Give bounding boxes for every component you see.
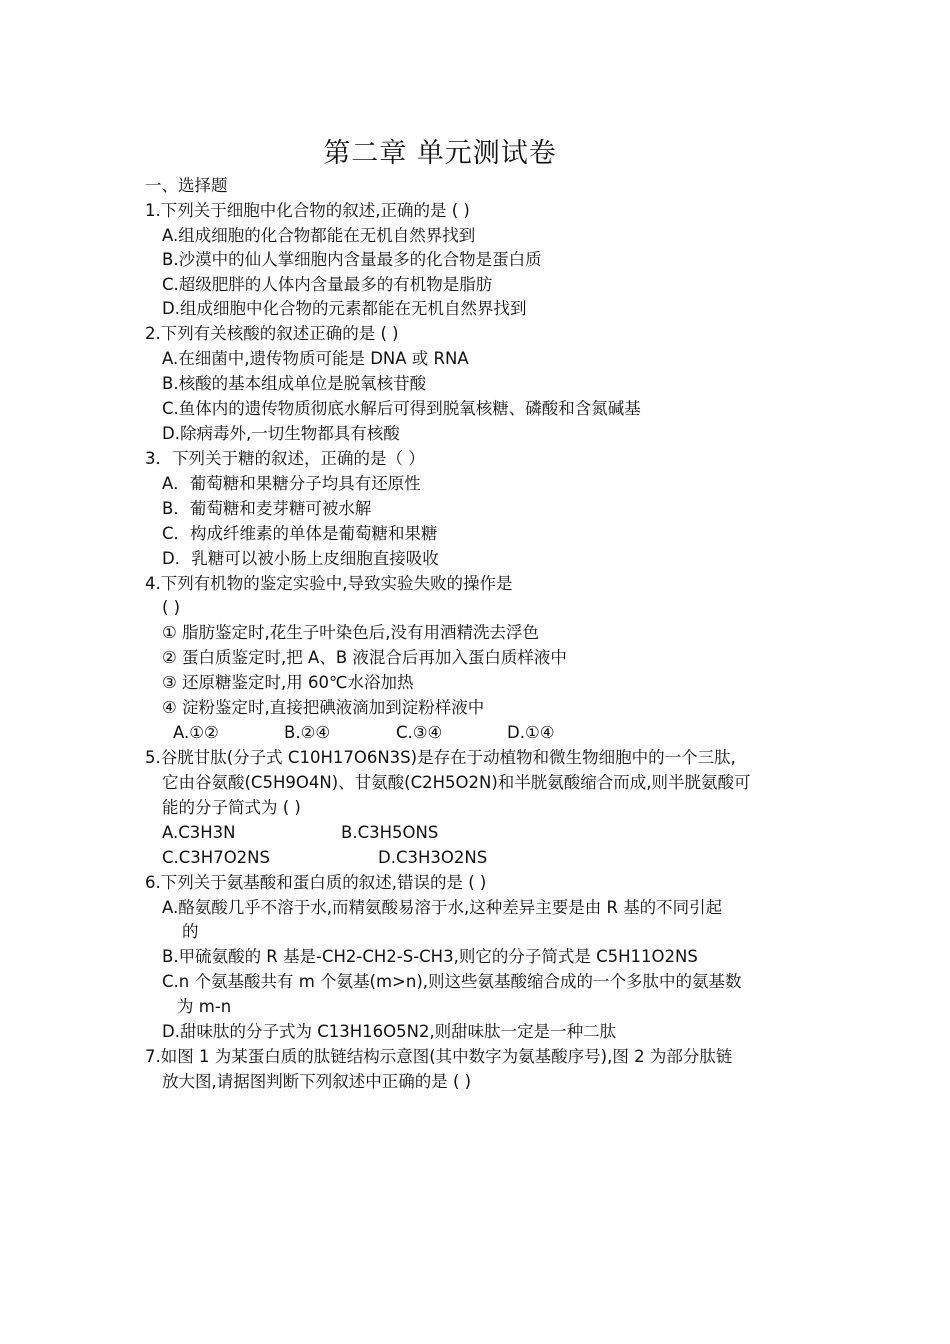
question-5-option-c: C.C3H7O2NS [162,848,270,867]
section-heading: 一、选择题 [145,176,228,195]
question-5-option-d: D.C3H3O2NS [378,848,488,867]
question-4-statement-4: ④ 淀粉鉴定时,直接把碘液滴加到淀粉样液中 [162,698,485,717]
question-2-stem: 2.下列有关核酸的叙述正确的是 ( ) [145,324,399,343]
question-5-options-row-2 [0,847,950,869]
question-6-option-c-line-1: C.n 个氨基酸共有 m 个氨基(m>n),则这些氨基酸缩合成的一个多肽中的氨基数 [162,972,742,991]
question-4-statement-2: ② 蛋白质鉴定时,把 A、B 液混合后再加入蛋白质样液中 [162,648,567,667]
question-2-option-a: A.在细菌中,遗传物质可能是 DNA 或 RNA [162,349,469,368]
question-6-option-c-line-2: 为 m-n [177,997,232,1016]
question-3-option-d: D．乳糖可以被小肠上皮细胞直接吸收 [162,549,439,568]
question-7-stem-line-1: 7.如图 1 为某蛋白质的肽链结构示意图(其中数字为氨基酸序号),图 2 为部分肽链 [145,1047,733,1066]
question-2-option-d: D.除病毒外,一切生物都具有核酸 [162,424,400,443]
question-1-option-a: A.组成细胞的化合物都能在无机自然界找到 [162,226,476,245]
question-3-stem: 3．下列关于糖的叙述，正确的是（ ） [145,449,425,468]
question-6-option-b: B.甲硫氨酸的 R 基是-CH2-CH2-S-CH3,则它的分子简式是 C5H11O2NS [162,947,698,966]
question-5-option-a: A.C3H3N [162,823,236,842]
question-4-options-row [0,722,950,744]
question-4-answer-paren: ( ) [162,598,181,617]
question-1-option-c: C.超级肥胖的人体内含量最多的有机物是脂肪 [162,275,493,294]
question-5-stem-line-1: 5.谷胱甘肽(分子式 C10H17O6N3S)是存在于动植物和微生物细胞中的一个三肽, [145,748,736,767]
question-4-statement-3: ③ 还原糖鉴定时,用 60℃水浴加热 [162,673,414,692]
question-4-option-d: D.①④ [507,723,555,742]
question-1-option-b: B.沙漠中的仙人掌细胞内含量最多的化合物是蛋白质 [162,250,542,269]
question-4-option-a: A.①② [173,723,219,742]
question-5-options-row-1 [0,822,950,844]
question-5-stem-line-2: 它由谷氨酸(C5H9O4N)、甘氨酸(C2H5O2N)和半胱氨酸缩合而成,则半胱氨酸可 [162,773,751,792]
question-4-statement-1: ① 脂肪鉴定时,花生子叶染色后,没有用酒精洗去浮色 [162,623,540,642]
question-4-option-b: B.②④ [284,723,331,742]
question-5-option-b: B.C3H5ONS [341,823,439,842]
question-4-option-c: C.③④ [396,723,443,742]
page-title: 第二章 单元测试卷 [323,138,557,169]
question-6-option-a-line-2: 的 [182,922,199,941]
question-4-stem: 4.下列有机物的鉴定实验中,导致实验失败的操作是 [145,574,513,593]
question-3-option-b: B．葡萄糖和麦芽糖可被水解 [162,499,372,518]
question-3-option-a: A．葡萄糖和果糖分子均具有还原性 [162,474,421,493]
question-2-option-c: C.鱼体内的遗传物质彻底水解后可得到脱氧核糖、磷酸和含氮碱基 [162,399,641,418]
question-7-stem-line-2: 放大图,请据图判断下列叙述中正确的是 ( ) [162,1072,472,1091]
question-6-option-d: D.甜味肽的分子式为 C13H16O5N2,则甜味肽一定是一种二肽 [162,1022,617,1041]
question-3-option-c: C．构成纤维素的单体是葡萄糖和果糖 [162,524,438,543]
question-6-option-a-line-1: A.酪氨酸几乎不溶于水,而精氨酸易溶于水,这种差异主要是由 R 基的不同引起 [162,898,723,917]
question-2-option-b: B.核酸的基本组成单位是脱氧核苷酸 [162,374,427,393]
question-5-stem-line-3: 能的分子简式为 ( ) [162,798,301,817]
question-6-stem: 6.下列关于氨基酸和蛋白质的叙述,错误的是 ( ) [145,873,487,892]
question-1-option-d: D.组成细胞中化合物的元素都能在无机自然界找到 [162,299,527,318]
question-1-stem: 1.下列关于细胞中化合物的叙述,正确的是 ( ) [145,201,470,220]
